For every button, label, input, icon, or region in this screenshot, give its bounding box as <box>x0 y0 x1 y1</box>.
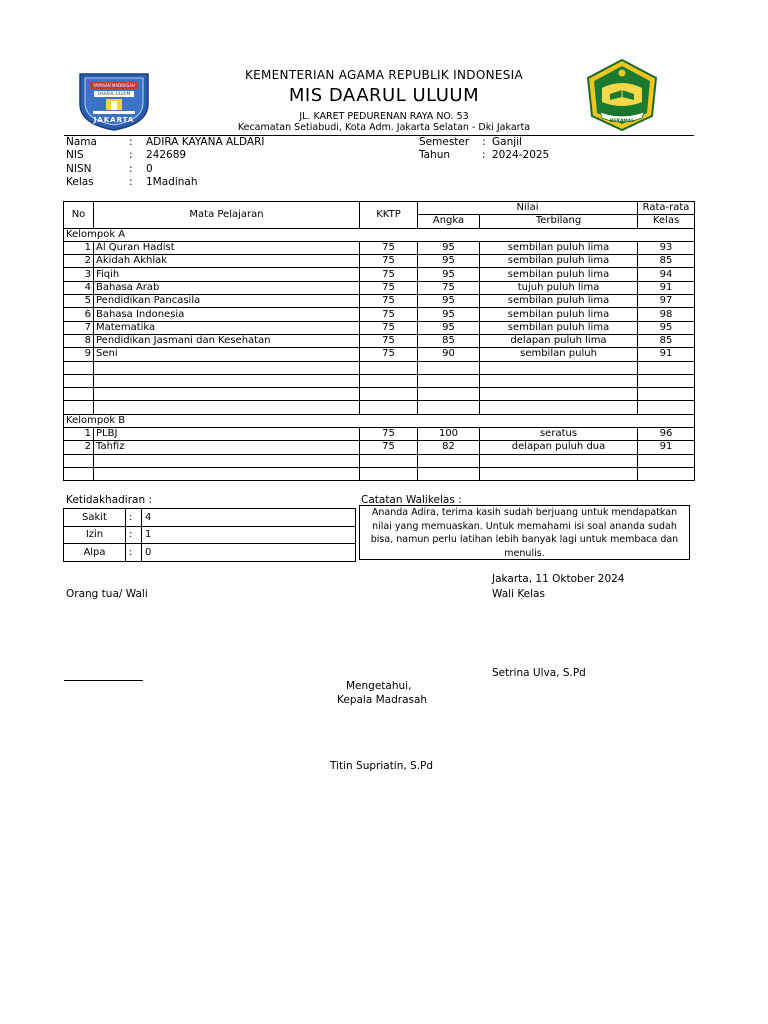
row-kktp: 75 <box>360 348 418 361</box>
table-row <box>64 241 695 254</box>
place-date: Jakarta, 11 Oktober 2024 <box>492 573 625 585</box>
header-rata-1: Rata-rata <box>638 202 695 215</box>
parent-label: Orang tua/ Wali <box>66 588 148 600</box>
left-logo-mid-text: DAARUL ULUUM <box>97 91 131 96</box>
row-rata: 91 <box>638 281 695 294</box>
table-row-empty <box>64 374 695 387</box>
name-label: Nama <box>66 136 97 148</box>
header-terbilang: Terbilang <box>480 215 638 228</box>
empty-cell <box>418 361 480 374</box>
group-a-row <box>64 228 695 241</box>
row-terbilang: delapan puluh dua <box>480 441 638 454</box>
empty-cell <box>360 388 418 401</box>
table-row <box>64 348 695 361</box>
row-terbilang: sembilan puluh lima <box>480 241 638 254</box>
empty-cell <box>94 467 360 480</box>
row-angka: 82 <box>418 441 480 454</box>
empty-cell <box>638 454 695 467</box>
row-rata: 85 <box>638 255 695 268</box>
attendance-label: Alpa <box>64 544 126 562</box>
right-logo-ribbon-text: IKHLAS BERAMAL <box>609 113 635 124</box>
year-value: 2024-2025 <box>492 149 550 161</box>
row-kktp: 75 <box>360 295 418 308</box>
attendance-sep: : <box>126 526 142 544</box>
ministry-title: KEMENTERIAN AGAMA REPUBLIK INDONESIA <box>244 68 524 82</box>
row-terbilang: sembilan puluh lima <box>480 321 638 334</box>
empty-cell <box>418 374 480 387</box>
empty-cell <box>360 454 418 467</box>
header-rata-2: Kelas <box>638 215 695 228</box>
empty-cell <box>360 374 418 387</box>
row-subject: Seni <box>94 348 360 361</box>
empty-cell <box>94 401 360 414</box>
attendance-row <box>64 526 356 544</box>
row-angka: 95 <box>418 268 480 281</box>
row-no: 4 <box>64 281 94 294</box>
table-row <box>64 255 695 268</box>
name-sep: : <box>129 136 133 148</box>
table-row-empty <box>64 467 695 480</box>
attendance-label: Izin <box>64 526 126 544</box>
row-rata: 91 <box>638 441 695 454</box>
row-subject: Tahfiz <box>94 441 360 454</box>
group-b-row <box>64 414 695 427</box>
row-no: 6 <box>64 308 94 321</box>
row-no: 7 <box>64 321 94 334</box>
row-angka: 90 <box>418 348 480 361</box>
row-kktp: 75 <box>360 241 418 254</box>
row-terbilang: tujuh puluh lima <box>480 281 638 294</box>
row-terbilang: sembilan puluh <box>480 348 638 361</box>
empty-cell <box>94 454 360 467</box>
row-subject: Matematika <box>94 321 360 334</box>
table-row <box>64 268 695 281</box>
group-a-row-label: Kelompok A <box>64 228 695 241</box>
empty-cell <box>638 388 695 401</box>
empty-cell <box>64 361 94 374</box>
table-row <box>64 441 695 454</box>
row-kktp: 75 <box>360 255 418 268</box>
row-rata: 91 <box>638 348 695 361</box>
empty-cell <box>638 401 695 414</box>
table-row <box>64 428 695 441</box>
row-kktp: 75 <box>360 441 418 454</box>
row-no: 5 <box>64 295 94 308</box>
row-terbilang: seratus <box>480 428 638 441</box>
nis-value: 242689 <box>146 149 187 161</box>
attendance-sep: : <box>126 544 142 562</box>
header-nilai: Nilai <box>418 202 638 215</box>
attendance-value: 0 <box>142 544 356 562</box>
left-logo-top-text: YAYASAN MADRASAH <box>92 83 136 88</box>
nisn-label: NISN <box>66 163 92 175</box>
year-label: Tahun <box>419 149 451 161</box>
row-angka: 95 <box>418 255 480 268</box>
row-kktp: 75 <box>360 281 418 294</box>
attendance-value: 1 <box>142 526 356 544</box>
row-terbilang: delapan puluh lima <box>480 334 638 347</box>
attendance-label: Sakit <box>64 509 126 527</box>
year-sep: : <box>482 149 486 161</box>
empty-cell <box>94 388 360 401</box>
row-angka: 75 <box>418 281 480 294</box>
row-angka: 95 <box>418 241 480 254</box>
attendance-row <box>64 509 356 527</box>
row-kktp: 75 <box>360 428 418 441</box>
row-kktp: 75 <box>360 334 418 347</box>
row-no: 9 <box>64 348 94 361</box>
empty-cell <box>360 401 418 414</box>
row-angka: 95 <box>418 321 480 334</box>
row-subject: PLBJ <box>94 428 360 441</box>
row-subject: Fiqih <box>94 268 360 281</box>
row-subject: Bahasa Indonesia <box>94 308 360 321</box>
grades-table <box>63 201 695 481</box>
row-terbilang: sembilan puluh lima <box>480 268 638 281</box>
row-terbilang: sembilan puluh lima <box>480 295 638 308</box>
table-row <box>64 281 695 294</box>
teacher-name: Setrina Ulva, S.Pd <box>492 667 586 679</box>
row-kktp: 75 <box>360 268 418 281</box>
table-row <box>64 321 695 334</box>
row-no: 1 <box>64 241 94 254</box>
nisn-sep: : <box>129 163 133 175</box>
table-row-empty <box>64 454 695 467</box>
empty-cell <box>94 374 360 387</box>
row-rata: 94 <box>638 268 695 281</box>
row-angka: 85 <box>418 334 480 347</box>
row-rata: 85 <box>638 334 695 347</box>
table-row-empty <box>64 361 695 374</box>
header-kktp: KKTP <box>360 202 418 229</box>
row-no: 1 <box>64 428 94 441</box>
empty-cell <box>64 388 94 401</box>
semester-value: Ganjil <box>492 136 522 148</box>
name-value: ADIRA KAYANA ALDARI <box>146 136 265 148</box>
row-subject: Pendidikan Pancasila <box>94 295 360 308</box>
nisn-value: 0 <box>146 163 153 175</box>
row-rata: 95 <box>638 321 695 334</box>
head-label: Kepala Madrasah <box>337 694 428 706</box>
semester-sep: : <box>482 136 486 148</box>
empty-cell <box>360 361 418 374</box>
attendance-title: Ketidakhadiran : <box>66 494 152 506</box>
empty-cell <box>64 374 94 387</box>
row-rata: 93 <box>638 241 695 254</box>
attendance-table <box>63 508 356 562</box>
row-rata: 98 <box>638 308 695 321</box>
nis-sep: : <box>129 149 133 161</box>
class-label: Kelas <box>66 176 94 188</box>
class-value: 1Madinah <box>146 176 198 188</box>
empty-cell <box>480 454 638 467</box>
row-no: 2 <box>64 255 94 268</box>
row-subject: Bahasa Arab <box>94 281 360 294</box>
empty-cell <box>94 361 360 374</box>
ack-label: Mengetahui, <box>346 680 412 692</box>
empty-cell <box>418 388 480 401</box>
empty-cell <box>64 467 94 480</box>
table-row-empty <box>64 401 695 414</box>
empty-cell <box>480 467 638 480</box>
empty-cell <box>480 388 638 401</box>
header-angka: Angka <box>418 215 480 228</box>
semester-label: Semester <box>419 136 470 148</box>
row-angka: 95 <box>418 295 480 308</box>
nis-label: NIS <box>66 149 84 161</box>
empty-cell <box>480 401 638 414</box>
row-no: 2 <box>64 441 94 454</box>
row-terbilang: sembilan puluh lima <box>480 255 638 268</box>
school-district: Kecamatan Setiabudi, Kota Adm. Jakarta Selatan - Dki Jakarta <box>237 122 531 133</box>
row-no: 3 <box>64 268 94 281</box>
empty-cell <box>418 401 480 414</box>
empty-cell <box>64 454 94 467</box>
empty-cell <box>480 374 638 387</box>
notes-title: Catatan Walikelas : <box>361 494 462 506</box>
school-title: MIS DAARUL ULUUM <box>288 85 480 106</box>
header-subject: Mata Pelajaran <box>94 202 360 229</box>
empty-cell <box>638 374 695 387</box>
attendance-sep: : <box>126 509 142 527</box>
teacher-label: Wali Kelas <box>492 588 545 600</box>
notes-box: Ananda Adira, terima kasih sudah berjuang untuk mendapatkan nilai yang memuaskan. Untuk memahami isi soal ananda sudah bisa, namun perlu latihan lebih banyak lagi untuk membaca dan menulis. <box>359 505 690 560</box>
row-subject: Akidah Akhlak <box>94 255 360 268</box>
row-terbilang: sembilan puluh lima <box>480 308 638 321</box>
row-kktp: 75 <box>360 321 418 334</box>
school-address: JL. KARET PEDURENAN RAYA NO. 53 <box>299 111 469 122</box>
table-row <box>64 334 695 347</box>
attendance-value: 4 <box>142 509 356 527</box>
table-header-row-1 <box>64 202 695 215</box>
row-no: 8 <box>64 334 94 347</box>
empty-cell <box>360 467 418 480</box>
row-kktp: 75 <box>360 308 418 321</box>
empty-cell <box>418 454 480 467</box>
empty-cell <box>418 467 480 480</box>
row-angka: 95 <box>418 308 480 321</box>
table-row <box>64 308 695 321</box>
header-no: No <box>64 202 94 229</box>
table-row-empty <box>64 388 695 401</box>
row-rata: 96 <box>638 428 695 441</box>
group-b-row-label: Kelompok B <box>64 414 695 427</box>
row-subject: Al Quran Hadist <box>94 241 360 254</box>
empty-cell <box>638 361 695 374</box>
left-logo-bottom-text: JAKARTA <box>93 116 135 124</box>
class-sep: : <box>129 176 133 188</box>
row-angka: 100 <box>418 428 480 441</box>
table-row <box>64 295 695 308</box>
parent-signature-line <box>64 680 143 681</box>
empty-cell <box>480 361 638 374</box>
empty-cell <box>64 401 94 414</box>
row-subject: Pendidikan Jasmani dan Kesehatan <box>94 334 360 347</box>
empty-cell <box>638 467 695 480</box>
row-rata: 97 <box>638 295 695 308</box>
attendance-row <box>64 544 356 562</box>
head-name: Titin Supriatin, S.Pd <box>330 760 434 772</box>
